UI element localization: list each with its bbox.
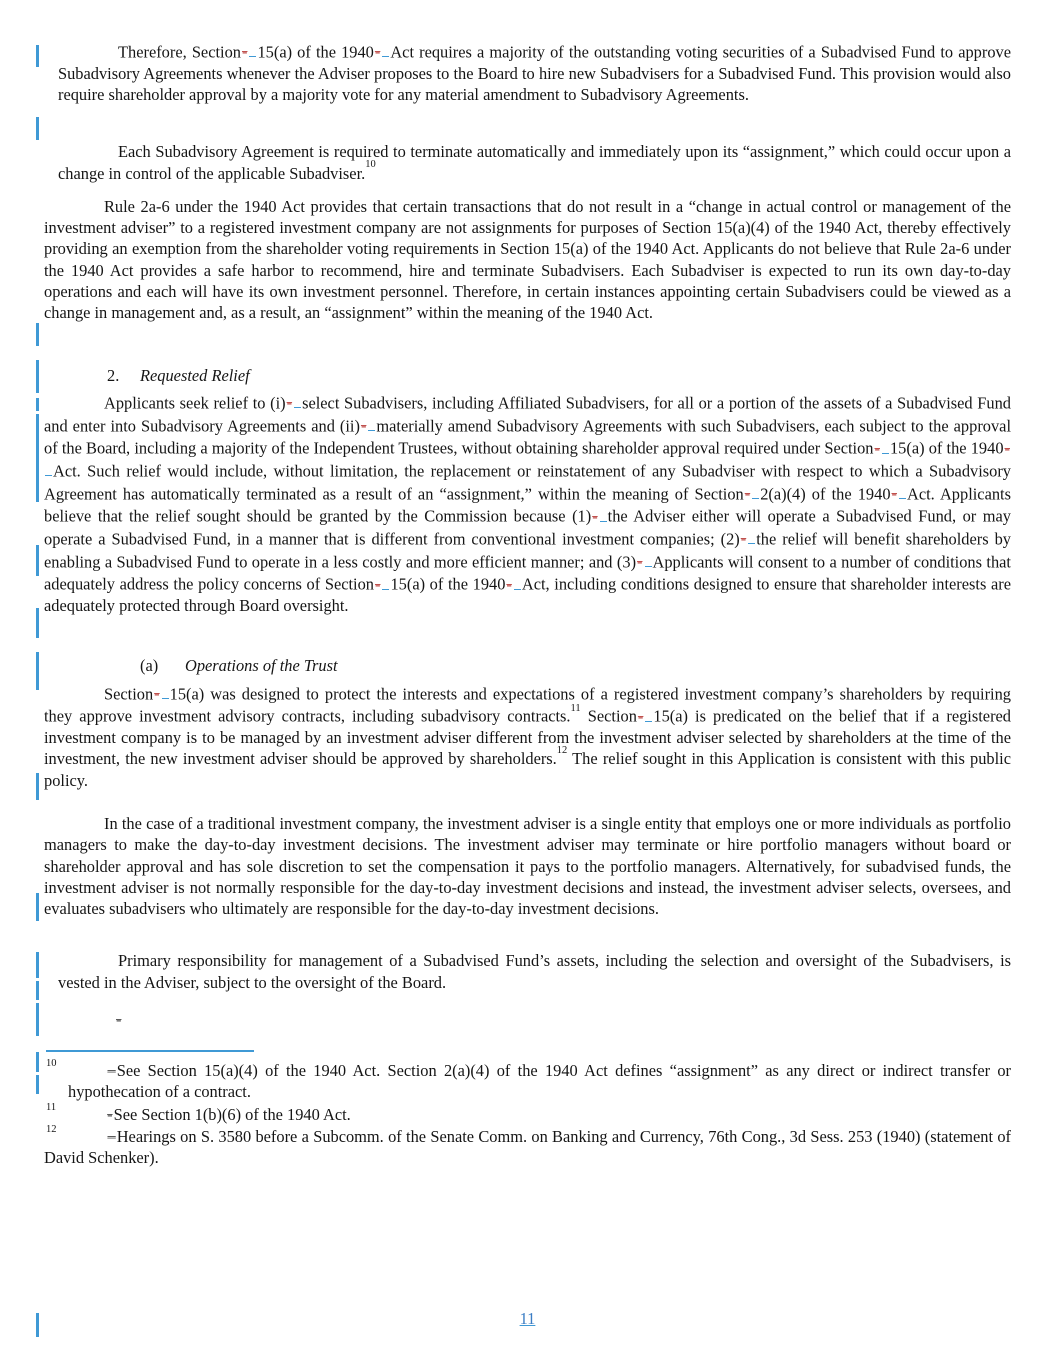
- deleted-text-mark: –: [107, 1061, 116, 1081]
- change-bar: [36, 1003, 39, 1036]
- change-bar: [36, 360, 39, 393]
- footnote-11: [44, 1101, 1011, 1125]
- heading-number: (a): [140, 656, 159, 676]
- deleted-text-mark: –: [107, 1126, 116, 1146]
- inserted-space-mark: [899, 482, 906, 499]
- heading-requested-relief: [107, 365, 1011, 386]
- change-bar: [36, 981, 39, 1000]
- paragraph-assignment-termination: Each Subadvisory Agreement is required to terminate automatically and immediately upon its “assignment,” which could occur upon a change in control of the applicable Subadviser.$^{10}$: [58, 142, 1011, 183]
- deleted-text-mark: -: [360, 416, 367, 436]
- heading-title: Requested Relief: [140, 365, 250, 385]
- inserted-space-mark: [645, 704, 652, 721]
- deleted-text-mark: -: [506, 574, 512, 594]
- footnote-number: 11: [46, 1101, 57, 1113]
- paragraph-primary-responsibility: Primary responsibility for management of a Subadvised Fund’s assets, including the selection and oversight of the Subadvisers, is vested in the Adviser, subject to the oversight of the Board.: [58, 951, 1011, 992]
- deleted-text-mark: -: [286, 393, 293, 413]
- footnote-reference: 10: [365, 159, 376, 171]
- paragraph-rule-2a6: Rule 2a-6 under the 1940 Act provides that certain transactions that do not result in a “change in actual control or management of the investment adviser” to a registered investment company are not assignments for purposes of Section 15(a)(4) of the 1940 Act, thereby effectively providing an exemption from the shareholder voting requirements in Section 15(a) of the 1940 Act. Applicants do not believe that Rule 2a-6 under the 1940 Act provides a safe harbor to recommend, hire and terminate Subadvisers. Each Subadviser is expected to run its own day-to-day operations and each will have its own investment personnel. Therefore, in certain instances appointing certain Subadvisers could be viewed as a change in management and, as a result, an “assignment” within the meaning of the 1940 Act.: [44, 196, 1011, 323]
- change-bar: [36, 45, 39, 67]
- paragraph-applicants-seek-relief: Applicants seek relief to (i)- select Subadvisers, including Affiliated Subadvisers, for all or a portion of the assets of a Subadvised Fund and enter into Subadvisory Agreements and (ii)- materially amend Subadvisory Agreements with such Subadvisers, each subject to the approval of the Board, including a majority of the Independent Trustees, without obtaining shareholder approval required under Section- 15(a) of the 1940-Act. Such relief would include, without limitation, the replacement or reinstatement of any Subadviser with respect to which a Subadvisory Agreement has automatically terminated as a result of an “assignment,” within the meaning of Section- 2(a)(4) of the 1940- Act. Applicants believe that the relief sought should be granted by the Commission because (1)- the Adviser either will operate a Subadvised Fund, or may operate a Subadvised Fund, in a manner that is different from conventional investment companies; (2)- the relief will benefit shareholders by enabling a Subadvised Fund to operate in a less costly and more efficient manner; and (3)- Applicants will consent to a number of conditions that adequately address the policy concerns of Section- 15(a) of the 1940- Act, including conditions designed to ensure that shareholder interests are adequately protected through Board oversight.: [44, 391, 1011, 616]
- stray-deletion-mark: [115, 1009, 1011, 1030]
- change-bar: [36, 773, 39, 800]
- deleted-text-mark: -: [874, 438, 880, 458]
- change-bar: [36, 398, 39, 411]
- page-number-link[interactable]: 11: [519, 1309, 536, 1328]
- change-bar: [36, 893, 39, 921]
- heading-title: Operations of the Trust: [185, 656, 338, 676]
- change-bar: [36, 117, 39, 140]
- deleted-text-mark: -: [107, 1104, 113, 1124]
- change-bar: [36, 652, 39, 690]
- paragraph-section-15a-requirement: Therefore, Section- 15(a) of the 1940- Act requires a majority of the outstanding voting securities of a Subadvised Fund to approve Subadvisory Agreements whenever the Adviser proposes to the Board to hire new Subadvisers for a Subadvised Fund. This provision would also require shareholder approval by a majority vote for any material amendment to Subadvisory Agreements.: [58, 40, 1011, 105]
- inserted-space-mark: [600, 504, 607, 521]
- deleted-text-mark: -: [242, 42, 248, 62]
- footnote-text: –Hearings on S. 3580 before a Subcomm. of the Senate Comm. on Banking and Currency, 76th Cong., 3d Sess. 253 (1940) (statement of David Schenker).: [44, 1126, 1011, 1168]
- inserted-space-mark: [249, 40, 256, 57]
- footnote-12: [44, 1123, 1011, 1169]
- change-bar: [36, 608, 39, 638]
- deleted-text-mark: -: [116, 1010, 122, 1030]
- heading-number: 2.: [107, 365, 120, 385]
- deleted-text-mark: -: [740, 529, 747, 549]
- footnote-number: 10: [46, 1057, 57, 1069]
- deleted-text-mark: -: [744, 484, 751, 504]
- inserted-space-mark: [382, 572, 389, 589]
- inserted-space-mark: [514, 572, 521, 589]
- inserted-space-mark: [645, 550, 652, 567]
- paragraph-section-15a-purpose: Section- 15(a) was designed to protect the interests and expectations of a registered investment company’s shareholders by requiring they approve investment advisory contracts, including subadvisory contracts.$^{11}$ Section- 15(a) is predicated on the belief that if a registered investment company is to be managed by an investment adviser different from the investment adviser selected by shareholders at the time of the investment, the new investment adviser should be approved by shareholders.$^{12}$ The relief sought in this Application is consistent with this public policy.: [44, 682, 1011, 791]
- deleted-text-mark: -: [637, 706, 644, 726]
- footnote-10: [44, 1057, 1011, 1103]
- inserted-space-mark: [162, 682, 169, 699]
- deleted-text-mark: -: [637, 552, 643, 572]
- paragraph-traditional-company: In the case of a traditional investment company, the investment adviser is a single entity that employs one or more individuals as portfolio managers to make the day-to-day investment decisions. The investment adviser may terminate or hire portfolio managers without board or shareholder approval and has sole discretion to set the compensation it pays to the portfolio managers. Alternatively, for subadvised funds, the investment adviser is not normally responsible for the day-to-day investment decisions and instead, the investment adviser selects, oversees, and evaluates subadvisers who ultimately are responsible for the day-to-day investment decisions.: [44, 814, 1011, 919]
- footnote-number: 12: [46, 1123, 57, 1135]
- inserted-space-mark: [882, 436, 889, 453]
- deleted-text-mark: -: [375, 574, 381, 594]
- inserted-space-mark: [752, 482, 759, 499]
- footnote-text: -See Section 1(b)(6) of the 1940 Act.: [107, 1104, 351, 1124]
- deleted-text-mark: -: [592, 506, 598, 526]
- deleted-text-mark: -: [154, 684, 160, 704]
- change-bar: [36, 1075, 39, 1094]
- change-bar: [36, 1052, 39, 1072]
- change-bar: [36, 545, 39, 576]
- inserted-space-mark: [45, 459, 52, 476]
- footnote-separator-rule: [46, 1050, 254, 1052]
- deleted-text-mark: -: [891, 484, 897, 504]
- footnote-reference: 11: [570, 702, 581, 714]
- footnote-reference: 12: [556, 745, 568, 757]
- change-bar: [36, 323, 39, 346]
- change-bar: [36, 414, 39, 502]
- inserted-space-mark: [748, 527, 755, 544]
- inserted-space-mark: [382, 40, 389, 57]
- deleted-text-mark: -: [374, 42, 381, 62]
- inserted-space-mark: [368, 414, 375, 431]
- inserted-space-mark: [294, 391, 301, 408]
- deleted-text-mark: -: [1004, 438, 1010, 458]
- footnote-text: –See Section 15(a)(4) of the 1940 Act. Section 2(a)(4) of the 1940 Act defines “assignment” as any direct or indirect transfer or hypothecation of a contract.: [68, 1061, 1011, 1102]
- heading-operations-of-the-trust: [140, 655, 1011, 676]
- change-bar: [36, 952, 39, 978]
